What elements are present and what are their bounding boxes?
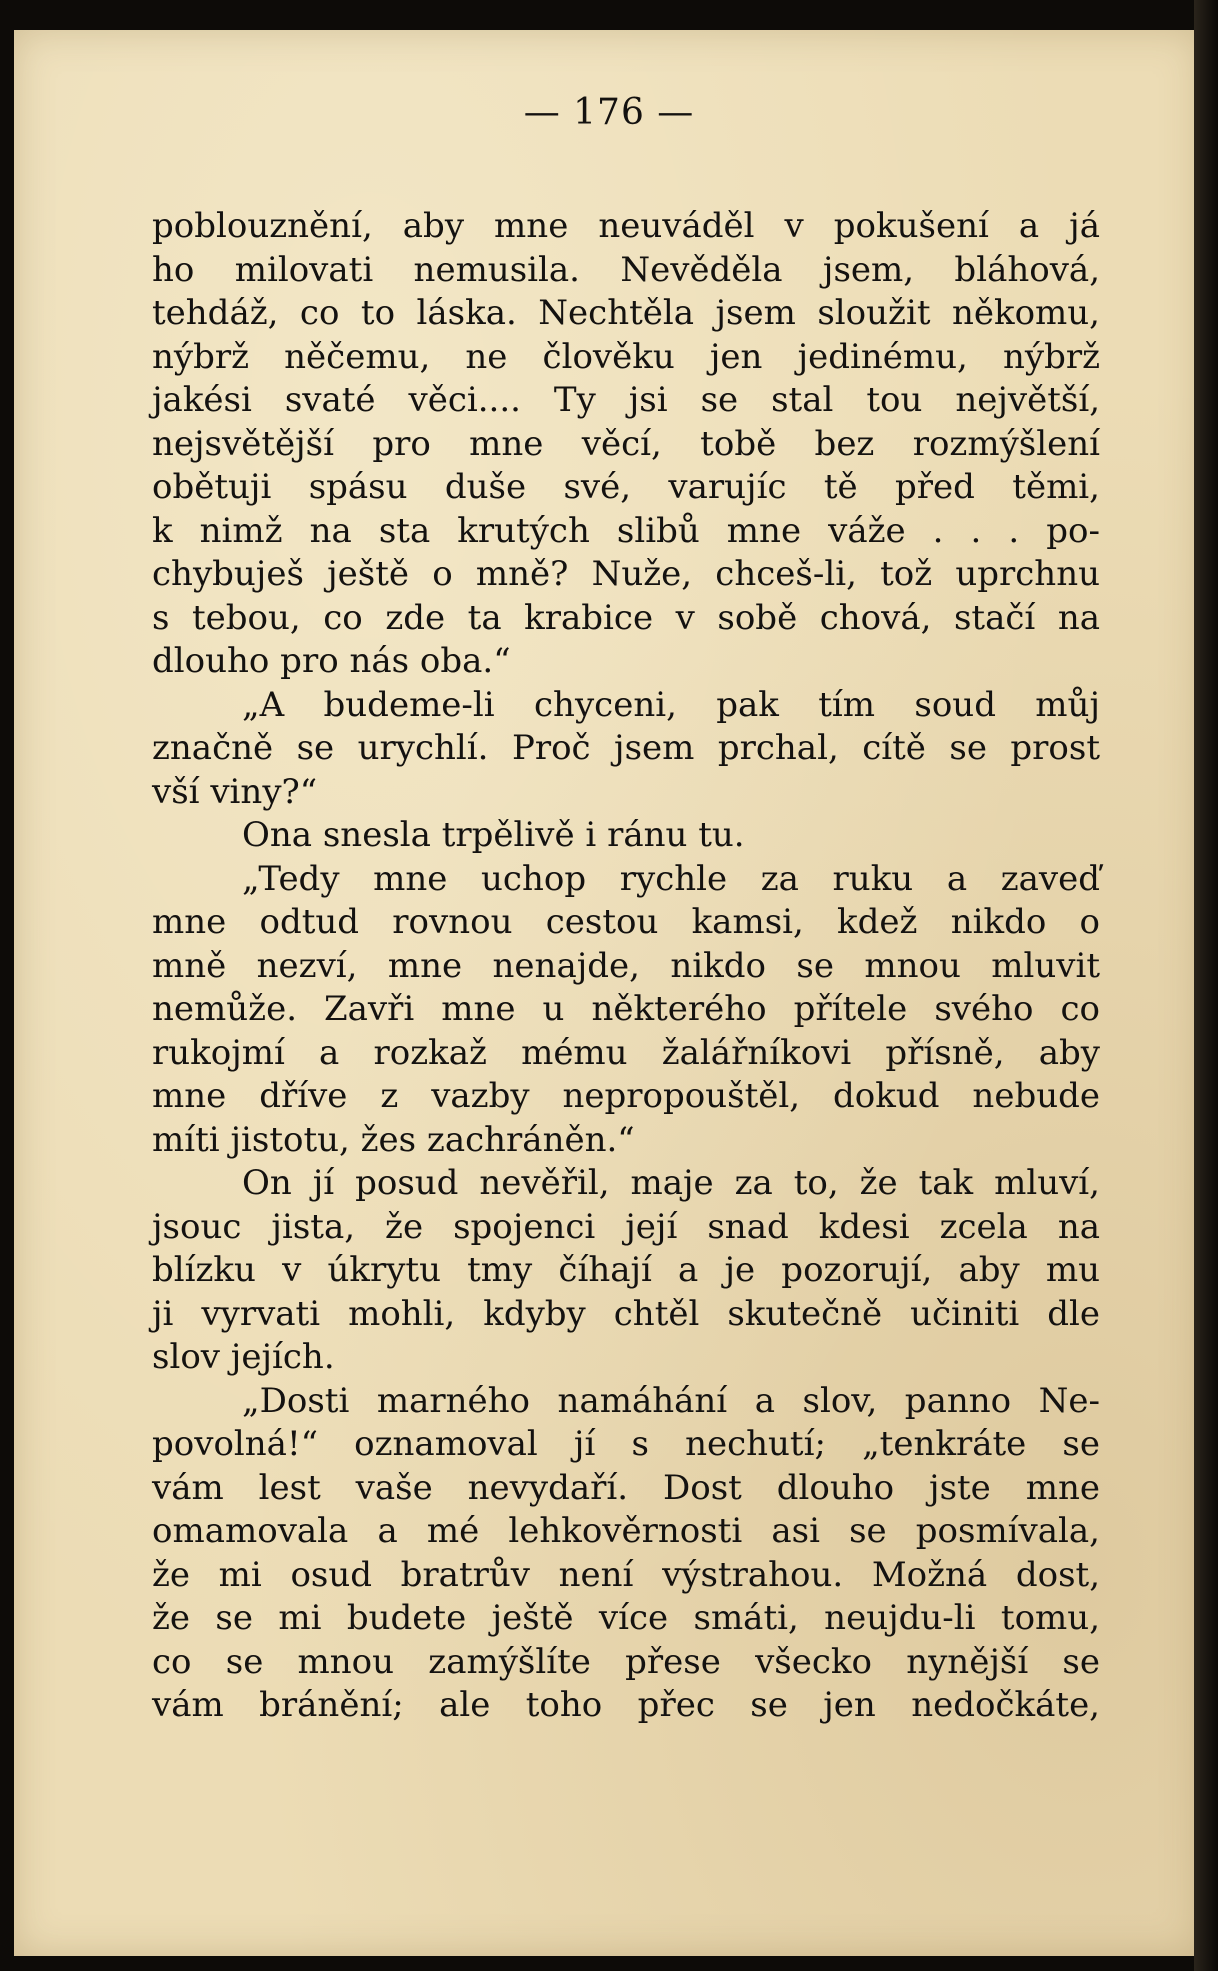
text-line: míti jistotu, žes zachráněn.“	[152, 1119, 635, 1160]
text-line: vší viny?“	[152, 771, 318, 812]
text-line: že se mi budete ještě více smáti, neujdu-li tomu,	[152, 1598, 1100, 1638]
text-line: nemůže. Zavři mne u některého přítele svého co	[152, 989, 1100, 1029]
text-line: vám bránění; ale toho přec se jen nedočkáte,	[152, 1685, 1100, 1725]
text-line: rukojmí a rozkaž mému žalářníkovi přísně, aby	[152, 1032, 1100, 1073]
text-line: nýbrž něčemu, ne člověku jen jedinému, nýbrž	[152, 336, 1100, 377]
text-line: slov jejích.	[152, 1337, 335, 1377]
text-line: vám lest vaše nevydaří. Dost dlouho jste mne	[152, 1467, 1100, 1508]
text-line: chybuješ ještě o mně? Nuže, chceš-li, tož uprchnu	[152, 554, 1100, 594]
text-line: On jí posud nevěřil, maje za to, že tak mluví,	[242, 1163, 1100, 1203]
text-line: „Dosti marného namáhání a slov, panno Ne-	[242, 1380, 1100, 1421]
body-text	[152, 205, 1100, 1728]
text-line: omamovala a mé lehkověrnosti asi se posmívala,	[152, 1511, 1100, 1551]
text-line: nejsvětější pro mne věcí, tobě bez rozmýšlení	[152, 423, 1100, 464]
text-line: „Tedy mne uchop rychle za ruku a zaveď	[242, 858, 1100, 899]
book-spine-shadow	[1194, 0, 1218, 1971]
text-line: značně se urychlí. Proč jsem prchal, cítě se prost	[152, 728, 1100, 768]
text-line: jakési svaté věci.... Ty jsi se stal tou největší,	[152, 380, 1100, 420]
page-number: — 176 —	[523, 92, 695, 133]
text-line: mně nezví, mne nenajde, nikdo se mnou mluvit	[152, 945, 1100, 986]
text-line: blízku v úkrytu tmy číhají a je pozorují, aby mu	[152, 1250, 1100, 1290]
text-line: mne dříve z vazby nepropouštěl, dokud nebude	[152, 1076, 1100, 1116]
text-line: Ona snesla trpělivě i ránu tu.	[242, 815, 745, 855]
text-line: „A budeme-li chyceni, pak tím soud můj	[242, 684, 1100, 725]
text-line: obětuji spásu duše své, varujíc tě před těmi,	[152, 467, 1100, 507]
text-line: jsouc jista, že spojenci její snad kdesi zcela na	[152, 1206, 1100, 1247]
text-line: s tebou, co zde ta krabice v sobě chová, stačí na	[152, 597, 1100, 638]
text-line: že mi osud bratrův není výstrahou. Možná dost,	[152, 1554, 1100, 1595]
text-line: povolná!“ oznamoval jí s nechutí; „tenkráte se	[152, 1424, 1100, 1464]
text-line: dlouho pro nás oba.“	[152, 641, 511, 681]
text-line: ho milovati nemusila. Nevěděla jsem, bláhová,	[152, 249, 1100, 290]
text-line: k nimž na sta krutých slibů mne váže . . . po-	[152, 510, 1100, 551]
text-line: poblouznění, aby mne neuváděl v pokušení a já	[152, 206, 1100, 246]
text-line: tehdáž, co to láska. Nechtěla jsem sloužit někomu,	[152, 293, 1100, 333]
text-line: ji vyrvati mohli, kdyby chtěl skutečně učiniti dle	[152, 1293, 1100, 1334]
text-line: mne odtud rovnou cestou kamsi, kdež nikdo o	[152, 902, 1100, 942]
text-line: co se mnou zamýšlíte přese všecko nynější se	[152, 1641, 1100, 1682]
